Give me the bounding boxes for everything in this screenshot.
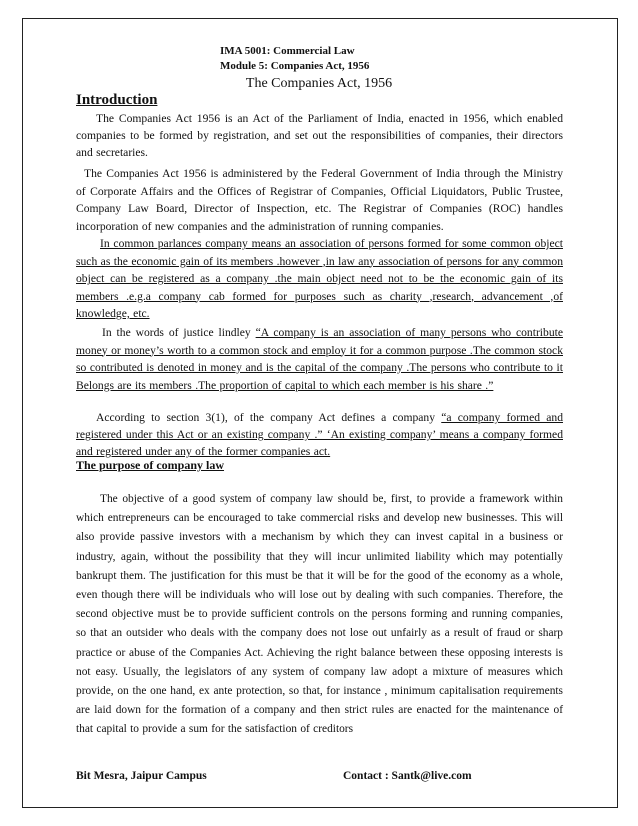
paragraph-lindley-definition xyxy=(76,324,563,394)
section-heading-introduction: Introduction xyxy=(76,92,158,108)
module-header: Module 5: Companies Act, 1956 xyxy=(220,60,370,72)
paragraph-section-3-intro: According to section 3(1), of the company Act defines a company xyxy=(96,411,442,424)
document-title: The Companies Act, 1956 xyxy=(245,76,393,91)
paragraph-common-parlance: In common parlances company means an association of persons formed for some common object such as the economic gain of its members .however ,in law any association of persons for any common object can be registered as a company .the main object need not to be the economic gain of its members .e.g.a company cab formed for purposes such as charity ,research, advancement ,of knowledge, etc. xyxy=(76,237,563,320)
paragraph-section-3-definition xyxy=(76,409,563,460)
paragraph-lindley-intro: In the words of justice lindley xyxy=(102,326,256,339)
footer-campus: Bit Mesra, Jaipur Campus xyxy=(76,770,207,782)
paragraph-intro-2: The Companies Act 1956 is administered by the Federal Government of India through the Ministry of Corporate Affairs and the Offices of Registrar of Companies, Official Liquidators, Public Trustee, Company Law Board, Director of Inspection, etc. The Registrar of Companies (ROC) handles incorporation of new companies and the administration of running companies. xyxy=(76,167,563,233)
paragraph-intro-1: The Companies Act 1956 is an Act of the Parliament of India, enacted in 1956, which enabled companies to be formed by registration, and set out the responsibilities of companies, their directors and secretaries. xyxy=(76,112,563,159)
course-header: IMA 5001: Commercial Law xyxy=(220,45,355,57)
paragraph-purpose: The objective of a good system of company law should be, first, to provide a framework within which entrepreneurs can be encouraged to take commercial risks and develop new businesses. This will also provide passive investors with a mechanism by which they can invest capital in a business or industry, again, without the possibility that they will incur unlimited liability which may potentially bankrupt them. The justification for this must be that it will be for the good of the economy as a whole, even though there will be individuals who will lose out by dealing with such companies. Therefore, the second objective must be to provide sufficient controls on the persons forming and running companies, so that an outsider who deals with the company does not lose out unfairly as a result of fraud or sharp practice or abuse of the Companies Act. Achieving the right balance between these opposing interests is not easy. Usually, the legislators of any system of company law adopt a mixture of measures which provide, on the one hand, ex ante protection, so that, for instance , minimum capitalisation requirements are laid down for the formation of a company and then strict rules are enacted for the maintenance of that capital to provide a sum for the satisfaction of creditors xyxy=(76,493,563,736)
footer-contact: Contact : Santk@live.com xyxy=(343,770,472,782)
section-heading-purpose: The purpose of company law xyxy=(76,458,225,472)
lindley-quote: “A company is an association of many persons who contribute money or money’s worth to a common stock and employ it for a common purpose .The common stock so contributed is denoted in money and is the capital of the company .The persons who contribute to it Belongs are its members .The proportion of capital to which each member is his share .” xyxy=(76,326,563,392)
section-3-quote: “a company formed and registered under this Act or an existing company .” ‘An existing company’ means a company formed and registered under any of the former companies act. xyxy=(76,411,563,458)
